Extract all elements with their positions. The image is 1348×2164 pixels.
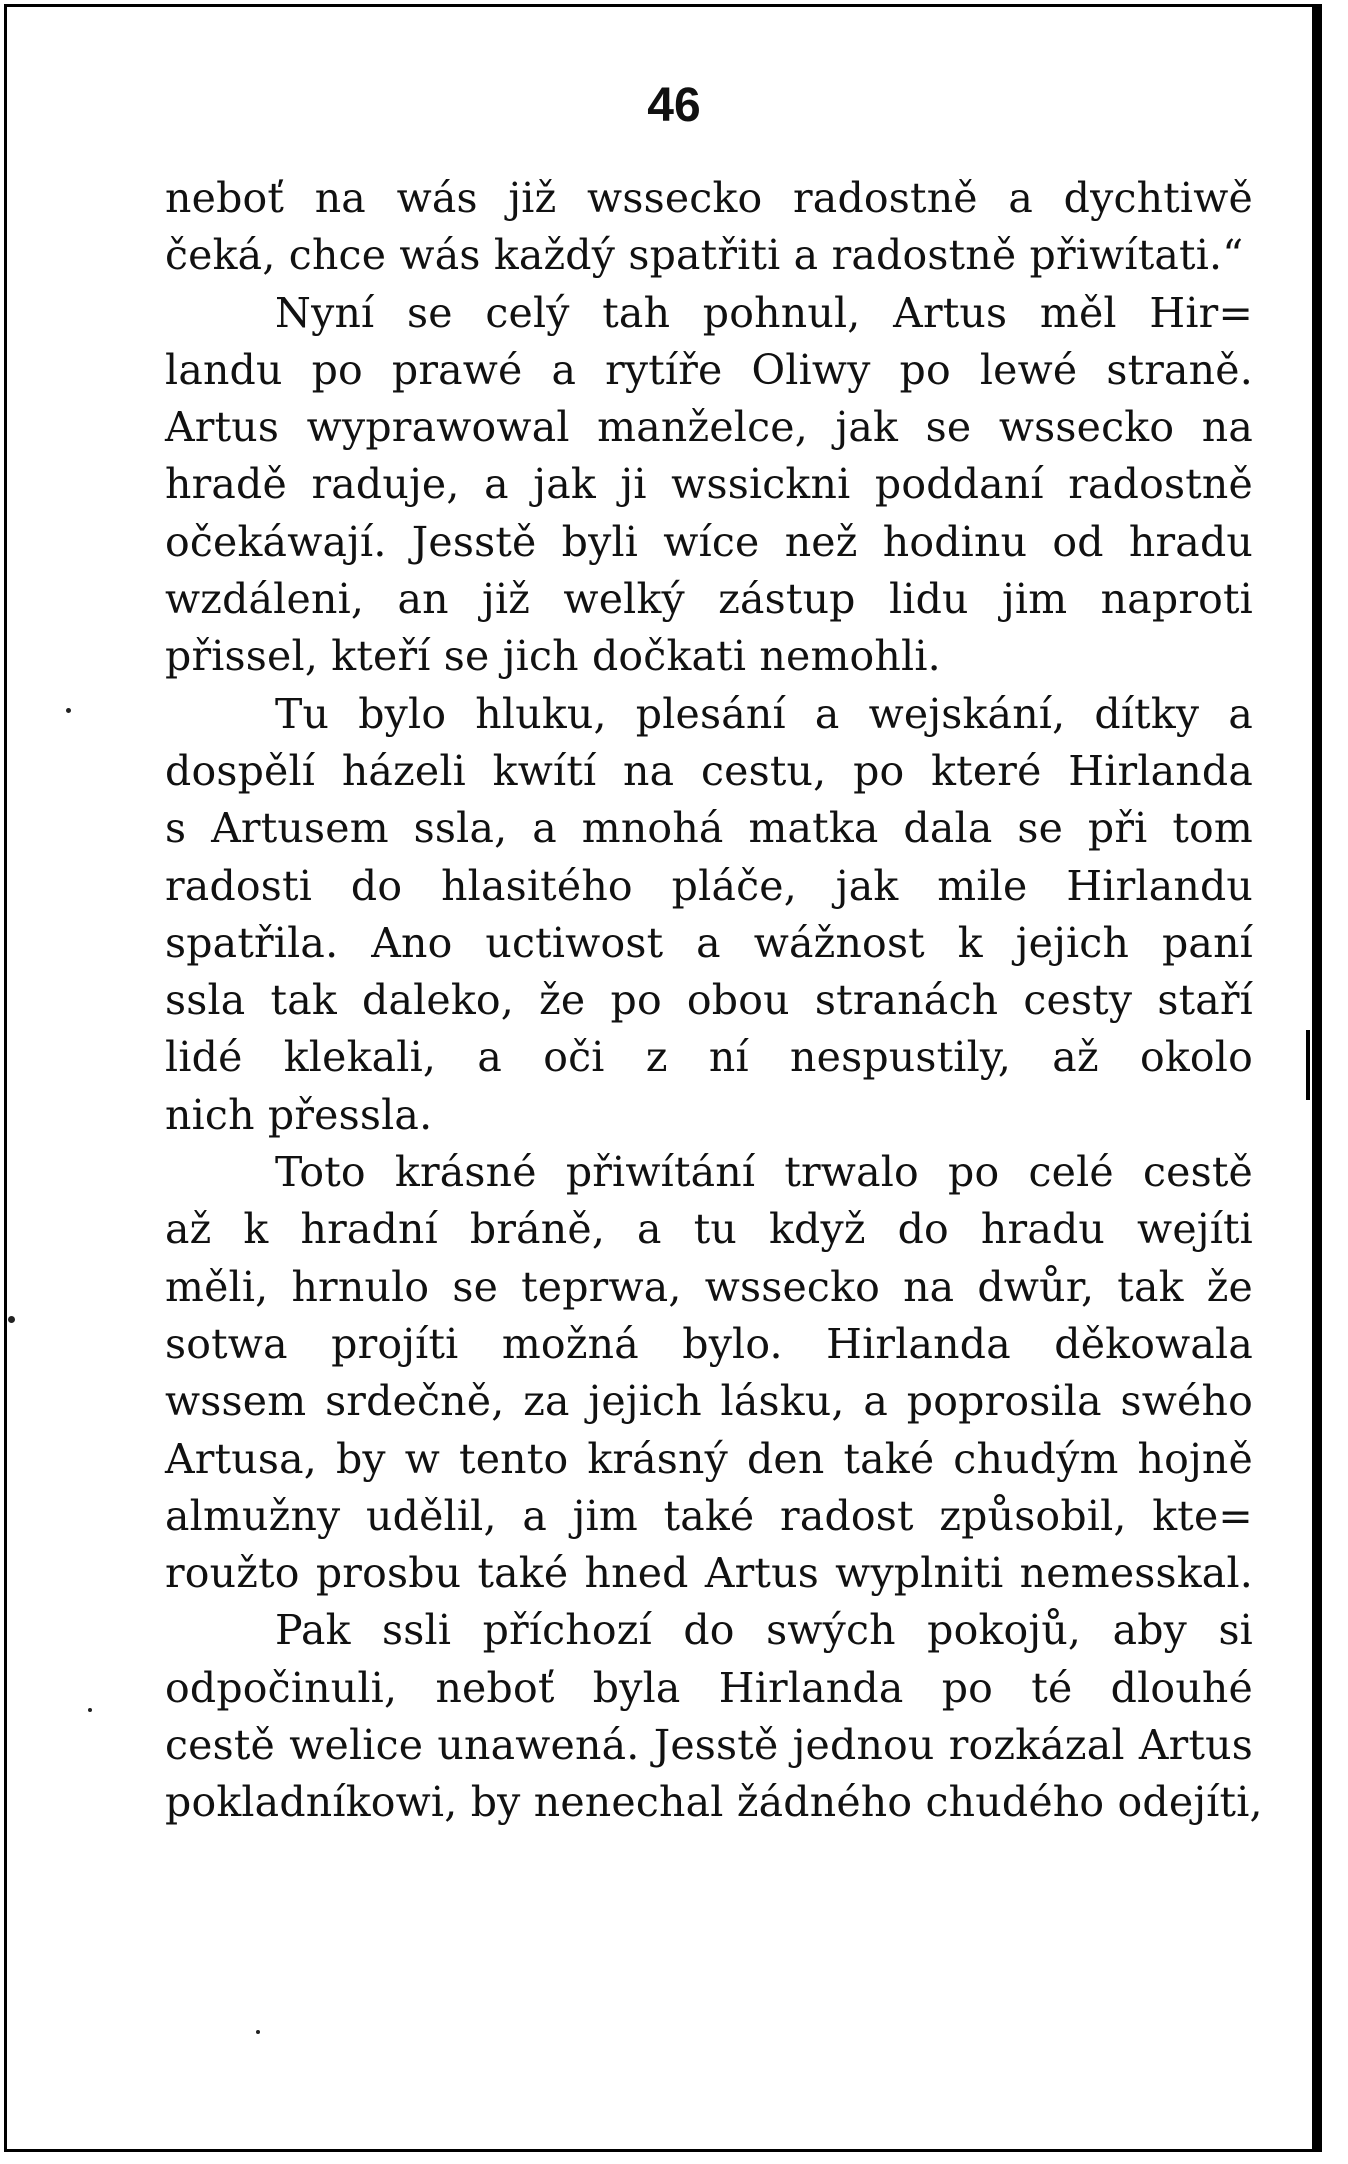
scan-speck <box>8 1316 15 1323</box>
text-line: Tu bylo hluku, plesání a wejskání, dítky a <box>275 689 1253 738</box>
body-text <box>165 170 1263 1832</box>
text-line: Artus wyprawowal manželce, jak se wssecko na <box>165 403 1253 452</box>
edge-mark <box>1306 1030 1310 1100</box>
text-line: neboť na wás již wssecko radostně a dychtiwě <box>165 174 1253 222</box>
text-line: ssla tak daleko, že po obou stranách cesty staří <box>165 976 1253 1025</box>
text-line: spatřila. Ano uctiwost a wážnost k jejich paní <box>165 918 1253 967</box>
scan-speck <box>66 708 71 713</box>
text-line: pokladníkowi, by nenechal žádného chudého odejíti, <box>165 1778 1263 1827</box>
text-line: lidé klekali, a oči z ní nespustily, až okolo <box>165 1033 1253 1082</box>
text-line: almužny udělil, a jim také radost způsobil, kte= <box>165 1491 1253 1540</box>
page-number: 46 <box>647 79 701 132</box>
text-line: sotwa projíti možná bylo. Hirlanda děkowala <box>165 1319 1253 1368</box>
text-line: odpočinuli, neboť byla Hirlanda po té dlouhé <box>165 1663 1253 1712</box>
text-line: wzdáleni, an již welký zástup lidu jim naproti <box>165 575 1253 624</box>
text-line: nich přessla. <box>165 1090 433 1139</box>
text-line: Nyní se celý tah pohnul, Artus měl Hir= <box>275 288 1253 337</box>
text-line: radosti do hlasitého pláče, jak mile Hirlandu <box>165 861 1253 910</box>
text-line: roužto prosbu také hned Artus wyplniti nemesskal. <box>165 1549 1253 1598</box>
text-line: landu po prawé a rytíře Oliwy po lewé straně. <box>165 345 1253 394</box>
text-line: očekáwají. Jesstě byli wíce než hodinu od hradu <box>165 517 1253 566</box>
text-line: Pak ssli příchozí do swých pokojů, aby si <box>275 1606 1253 1655</box>
text-line: čeká, chce wás každý spatřiti a radostně přiwítati.“ <box>165 231 1244 280</box>
scan-speck <box>256 2030 260 2034</box>
text-line: hradě raduje, a jak ji wssickni poddaní radostně <box>165 460 1253 509</box>
text-line: Toto krásné přiwítání trwalo po celé cestě <box>275 1148 1253 1197</box>
text-line: Artusa, by w tento krásný den také chudým hojně <box>165 1434 1253 1483</box>
text-line: až k hradní bráně, a tu když do hradu wejíti <box>165 1205 1253 1254</box>
text-line: s Artusem ssla, a mnohá matka dala se při tom <box>165 804 1253 853</box>
text-line: dospělí házeli kwítí na cestu, po které Hirlanda <box>165 746 1253 795</box>
text-line: wssem srdečně, za jejich lásku, a poprosila swého <box>165 1377 1253 1426</box>
text-line: cestě welice unawená. Jesstě jednou rozkázal Artus <box>165 1721 1253 1770</box>
text-line: přissel, kteří se jich dočkati nemohli. <box>165 632 941 681</box>
scan-speck <box>88 1708 92 1712</box>
text-line: měli, hrnulo se teprwa, wssecko na dwůr, tak že <box>165 1262 1253 1311</box>
